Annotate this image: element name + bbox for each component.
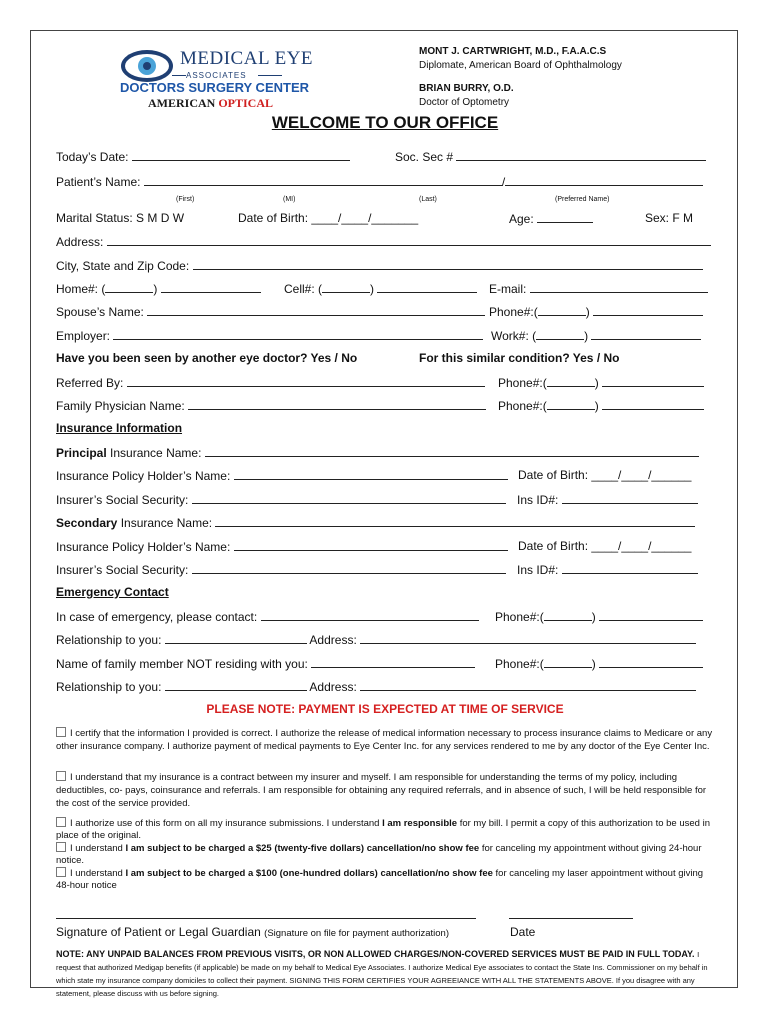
mi-caption: (MI)	[283, 196, 296, 203]
family-phone-row: Phone#:( )	[495, 656, 703, 671]
statement-3[interactable]: I authorize use of this form on all my insurance submissions. I understand I am responsible for my bill. I permit a copy of this authorization to be used in place of the original.	[56, 818, 710, 841]
statement-2-checkbox[interactable]	[56, 771, 66, 781]
work-phone-row: Work#: ( )	[491, 328, 701, 343]
date-of-birth[interactable]: Date of Birth: ____/____/_______	[238, 211, 419, 225]
patient-name-field[interactable]	[144, 174, 502, 186]
secondary-insurance-field[interactable]	[215, 515, 695, 527]
relationship-row-2: Relationship to you: Address:	[56, 679, 696, 694]
signature-label: Signature of Patient or Legal Guardian (Signature on file for payment authorization)	[56, 925, 449, 939]
email-field[interactable]	[530, 281, 708, 293]
soc-sec-row: Soc. Sec #	[395, 149, 706, 164]
secondary-ss-field[interactable]	[192, 562, 506, 574]
city-field[interactable]	[193, 258, 703, 270]
patient-name-row: Patient’s Name: /	[56, 174, 703, 189]
principal-ins-id-row: Ins ID#:	[517, 492, 698, 507]
secondary-insurance-row: Secondary Insurance Name:	[56, 515, 695, 530]
employer-field[interactable]	[113, 328, 483, 340]
physician-phone-row: Phone#:( )	[498, 398, 704, 413]
employer-row: Employer:	[56, 328, 483, 343]
principal-holder-row: Insurance Policy Holder’s Name:	[56, 468, 508, 483]
home-phone-row: Home#: ( )	[56, 281, 261, 296]
statement-3-checkbox[interactable]	[56, 817, 66, 827]
emergency-phone-field[interactable]	[599, 609, 703, 621]
sex-selector[interactable]: Sex: F M	[645, 211, 694, 225]
signature-line[interactable]	[56, 918, 476, 919]
spouse-name-field[interactable]	[147, 304, 485, 316]
cell-phone-row: Cell#: ( )	[284, 281, 477, 296]
address-row: Address:	[56, 234, 711, 249]
relationship-address-field-2[interactable]	[360, 679, 696, 691]
doctor-2-name: BRIAN BURRY, O.D.	[419, 83, 514, 94]
secondary-ins-id-field[interactable]	[562, 562, 698, 574]
secondary-ss-row: Insurer’s Social Security:	[56, 562, 506, 577]
footer-note: NOTE: ANY UNPAID BALANCES FROM PREVIOUS VISITS, OR NON ALLOWED CHARGES/NON-COVERED SERVICES MUST BE PAID IN FULL TODAY. I request that authorized Medigap benefits (if applicable) be made on my behalf to Medical Eye Associates. I authorize Medical Eye associates to contact the State Ins. Commissioner on my behalf in which state my insurance company domiciles to collect their payment. SIGNING THIS FORM CERTIFIES YOUR AGREEIANCE WITH ALL THE STATEMENTS ABOVE. If you disagree with any statement, please discuss with us before signing.	[56, 949, 708, 998]
referred-phone-row: Phone#:( )	[498, 375, 704, 390]
preferred-caption: (Preferred Name)	[555, 196, 610, 203]
doctor-1-name: MONT J. CARTWRIGHT, M.D., F.A.A.C.S	[419, 46, 607, 57]
family-not-residing-row: Name of family member NOT residing with you:	[56, 656, 475, 671]
referred-phone-field[interactable]	[602, 375, 704, 387]
date-label: Date	[510, 925, 536, 939]
statement-5[interactable]: I understand I am subject to be charged a $100 (one-hundred dollars) cancellation/no show fee for canceling my laser appointment without giving 48-hour notice	[56, 868, 704, 891]
payment-note: PLEASE NOTE: PAYMENT IS EXPECTED AT TIME OF SERVICE	[206, 702, 564, 716]
principal-insurance-row: Principal Insurance Name:	[56, 445, 699, 460]
secondary-holder-field[interactable]	[234, 539, 508, 551]
statement-1[interactable]: I certify that the information I provided is correct. I authorize the release of medical information necessary to process insurance claims to Medicare or any other insurance company. I authorize payment of medical payments to Eye Center Inc. for any services rendered to me by any doctor of the Eye Center Inc.	[56, 728, 713, 752]
todays-date-row: Today’s Date:	[56, 149, 350, 164]
emergency-contact-field[interactable]	[261, 609, 479, 621]
marital-status[interactable]: Marital Status: S M D W	[56, 211, 185, 225]
principal-ss-row: Insurer’s Social Security:	[56, 492, 506, 507]
spouse-row: Spouse’s Name:	[56, 304, 485, 319]
secondary-holder-dob[interactable]: Date of Birth: ____/____/______	[518, 539, 692, 553]
preferred-name-field[interactable]	[505, 174, 703, 186]
age-field[interactable]	[537, 211, 593, 223]
spouse-area-field[interactable]	[538, 304, 586, 316]
last-caption: (Last)	[419, 196, 437, 203]
emergency-area-field[interactable]	[544, 609, 592, 621]
brand-sub: ASSOCIATES	[186, 71, 247, 80]
relationship-address-field-1[interactable]	[360, 632, 696, 644]
doctor-1-title: Diplomate, American Board of Ophthalmology	[419, 60, 622, 71]
similar-condition-question[interactable]: For this similar condition? Yes / No	[419, 351, 620, 365]
emergency-heading: Emergency Contact	[56, 585, 169, 599]
principal-holder-field[interactable]	[234, 468, 508, 480]
first-caption: (First)	[176, 196, 195, 203]
email-row: E-mail:	[489, 281, 708, 296]
work-phone-field[interactable]	[591, 328, 701, 340]
american-optical-logo: AMERICAN OPTICAL	[148, 96, 274, 110]
relationship-field-2[interactable]	[165, 679, 307, 691]
soc-sec-field[interactable]	[456, 149, 706, 161]
statement-1-checkbox[interactable]	[56, 727, 66, 737]
spouse-phone-field[interactable]	[593, 304, 703, 316]
page-title: WELCOME TO OUR OFFICE	[271, 113, 499, 132]
seen-other-doctor-question[interactable]: Have you been seen by another eye doctor? Yes / No	[56, 351, 358, 365]
emergency-phone-row: Phone#:( )	[495, 609, 703, 624]
city-row: City, State and Zip Code:	[56, 258, 703, 273]
doctor-2-title: Doctor of Optometry	[419, 97, 510, 108]
address-field[interactable]	[107, 234, 711, 246]
home-phone-field[interactable]	[161, 281, 261, 293]
date-line[interactable]	[509, 918, 633, 919]
secondary-ins-id-row: Ins ID#:	[517, 562, 698, 577]
brand-name: MEDICAL EYE	[180, 48, 314, 69]
secondary-holder-row: Insurance Policy Holder’s Name:	[56, 539, 508, 554]
cell-phone-field[interactable]	[377, 281, 477, 293]
relationship-row-1: Relationship to you: Address:	[56, 632, 696, 647]
family-area-field[interactable]	[544, 656, 592, 668]
family-not-residing-field[interactable]	[311, 656, 475, 668]
statement-4[interactable]: I understand I am subject to be charged a $25 (twenty-five dollars) cancellation/no show fee for canceling my appointment without giving 24-hour notice.	[56, 843, 702, 866]
home-area-field[interactable]	[105, 281, 153, 293]
principal-holder-dob[interactable]: Date of Birth: ____/____/______	[518, 468, 692, 482]
family-physician-field[interactable]	[188, 398, 486, 410]
insurance-heading: Insurance Information	[56, 421, 183, 435]
physician-phone-field[interactable]	[602, 398, 704, 410]
surgery-center-name: DOCTORS SURGERY CENTER	[120, 80, 310, 95]
statement-5-checkbox[interactable]	[56, 867, 66, 877]
referred-area-field[interactable]	[547, 375, 595, 387]
physician-area-field[interactable]	[547, 398, 595, 410]
principal-insurance-field[interactable]	[205, 445, 699, 457]
todays-date-field[interactable]	[132, 149, 350, 161]
spouse-phone-row: Phone#:( )	[489, 304, 703, 319]
work-area-field[interactable]	[536, 328, 584, 340]
cell-area-field[interactable]	[322, 281, 370, 293]
family-phone-field[interactable]	[599, 656, 703, 668]
emergency-contact-row: In case of emergency, please contact:	[56, 609, 479, 624]
principal-ss-field[interactable]	[192, 492, 506, 504]
statement-2[interactable]: I understand that my insurance is a contract between my insurer and myself. I am responsible for understanding the terms of my policy, including deductibles, co- pays, coinsurance and referrals. I am responsible for obtaining any required referrals, and in absence of such, I will be held responsible for the cost of the service provided.	[56, 772, 707, 809]
principal-ins-id-field[interactable]	[562, 492, 698, 504]
referred-field[interactable]	[127, 375, 485, 387]
referred-row: Referred By:	[56, 375, 485, 390]
relationship-field-1[interactable]	[165, 632, 307, 644]
age-row: Age:	[509, 211, 593, 226]
family-physician-row: Family Physician Name:	[56, 398, 486, 413]
statement-4-checkbox[interactable]	[56, 842, 66, 852]
